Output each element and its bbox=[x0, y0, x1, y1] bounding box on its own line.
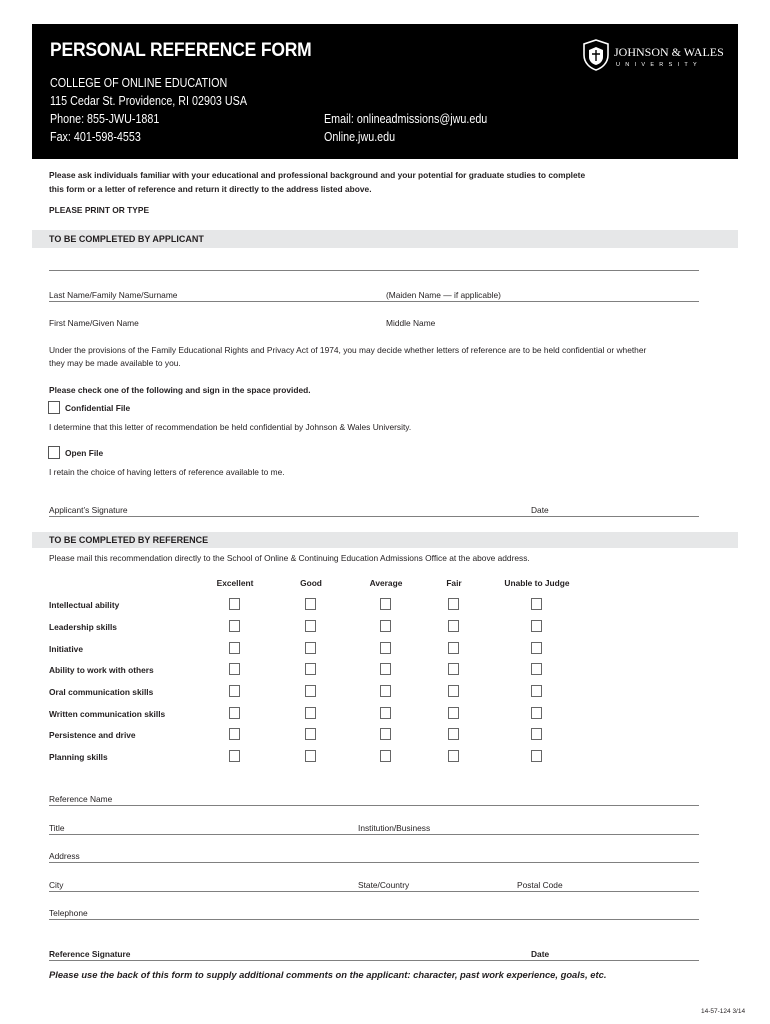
header-banner bbox=[32, 24, 738, 159]
first-name-entry-line[interactable] bbox=[49, 301, 699, 302]
rating-checkbox[interactable] bbox=[380, 685, 391, 697]
rating-checkbox[interactable] bbox=[380, 598, 391, 610]
applicant-signature-line[interactable] bbox=[49, 516, 699, 517]
title-line[interactable] bbox=[49, 834, 699, 835]
fax-line: Fax: 401-598-4553 bbox=[50, 130, 141, 144]
back-of-form-note: Please use the back of this form to supply additional comments on the applicant: character, past work experience, goals, etc. bbox=[49, 969, 607, 980]
shield-crest-icon bbox=[581, 38, 611, 72]
rating-checkbox[interactable] bbox=[229, 685, 240, 697]
rating-checkbox[interactable] bbox=[448, 620, 459, 632]
rating-checkbox[interactable] bbox=[305, 620, 316, 632]
rating-checkbox[interactable] bbox=[229, 707, 240, 719]
rating-checkbox[interactable] bbox=[448, 642, 459, 654]
rating-row-label: Ability to work with others bbox=[49, 665, 154, 675]
rating-row-label: Leadership skills bbox=[49, 622, 117, 632]
telephone-label: Telephone bbox=[49, 908, 88, 918]
address-label: Address bbox=[49, 851, 80, 861]
column-fair: Fair bbox=[446, 578, 462, 588]
rating-row-label: Persistence and drive bbox=[49, 730, 136, 740]
rating-checkbox[interactable] bbox=[448, 707, 459, 719]
rating-checkbox[interactable] bbox=[448, 685, 459, 697]
phone-line: Phone: 855-JWU-1881 bbox=[50, 112, 160, 126]
rating-checkbox[interactable] bbox=[531, 642, 542, 654]
rating-checkbox[interactable] bbox=[531, 598, 542, 610]
confidential-file-checkbox[interactable] bbox=[48, 401, 60, 414]
confidential-file-label: Confidential File bbox=[65, 403, 131, 413]
first-name-label: First Name/Given Name bbox=[49, 318, 139, 328]
university-logo bbox=[581, 38, 731, 74]
rating-row-label: Initiative bbox=[49, 644, 83, 654]
rating-checkbox[interactable] bbox=[448, 663, 459, 675]
confidential-file-text: I determine that this letter of recommendation be held confidential by Johnson & Wales University. bbox=[49, 422, 412, 432]
reference-section-header bbox=[32, 532, 738, 548]
rating-checkbox[interactable] bbox=[531, 620, 542, 632]
reference-name-label: Reference Name bbox=[49, 794, 113, 804]
website-line: Online.jwu.edu bbox=[324, 130, 396, 144]
email-line: Email: onlineadmissions@jwu.edu bbox=[324, 112, 488, 126]
rating-checkbox[interactable] bbox=[229, 598, 240, 610]
column-unable-to-judge: Unable to Judge bbox=[504, 578, 570, 588]
rating-checkbox[interactable] bbox=[305, 750, 316, 762]
rating-checkbox[interactable] bbox=[305, 642, 316, 654]
name-entry-line[interactable] bbox=[49, 270, 699, 271]
postal-code-label: Postal Code bbox=[517, 880, 563, 890]
ferpa-text-1: Under the provisions of the Family Educational Rights and Privacy Act of 1974, you may decide whether letters of reference are to be held confidential or whether bbox=[49, 345, 647, 355]
address-line-field[interactable] bbox=[49, 862, 699, 863]
open-file-label: Open File bbox=[65, 448, 104, 458]
rating-checkbox[interactable] bbox=[531, 685, 542, 697]
rating-checkbox[interactable] bbox=[229, 728, 240, 740]
mail-instruction: Please mail this recommendation directly to the School of Online & Continuing Education Admissions Office at the above address. bbox=[49, 553, 530, 563]
rating-checkbox[interactable] bbox=[380, 750, 391, 762]
address-line: 115 Cedar St. Providence, RI 02903 USA bbox=[50, 94, 248, 108]
rating-checkbox[interactable] bbox=[448, 598, 459, 610]
rating-checkbox[interactable] bbox=[229, 620, 240, 632]
state-country-label: State/Country bbox=[358, 880, 410, 890]
reference-name-line[interactable] bbox=[49, 805, 699, 806]
rating-checkbox[interactable] bbox=[380, 663, 391, 675]
rating-checkbox[interactable] bbox=[305, 663, 316, 675]
logo-wordmark: JOHNSON & WALES bbox=[614, 45, 724, 59]
rating-row-label: Oral communication skills bbox=[49, 687, 154, 697]
column-average: Average bbox=[369, 578, 403, 588]
column-good: Good bbox=[300, 578, 322, 588]
intro-line-1: Please ask individuals familiar with your educational and professional background and your potential for graduate studies to complete bbox=[49, 170, 586, 180]
rating-checkbox[interactable] bbox=[380, 642, 391, 654]
applicant-signature-label: Applicant’s Signature bbox=[49, 505, 128, 515]
print-instruction: PLEASE PRINT OR TYPE bbox=[49, 205, 150, 215]
open-file-text: I retain the choice of having letters of reference available to me. bbox=[49, 467, 285, 477]
rating-checkbox[interactable] bbox=[380, 728, 391, 740]
institution-label: Institution/Business bbox=[358, 823, 431, 833]
rating-checkbox[interactable] bbox=[380, 707, 391, 719]
rating-checkbox[interactable] bbox=[531, 750, 542, 762]
rating-row-label: Planning skills bbox=[49, 752, 108, 762]
telephone-line[interactable] bbox=[49, 919, 699, 920]
rating-row-label: Intellectual ability bbox=[49, 600, 120, 610]
rating-checkbox[interactable] bbox=[305, 598, 316, 610]
ferpa-text-2: they may be made available to you. bbox=[49, 358, 181, 368]
rating-checkbox[interactable] bbox=[229, 750, 240, 762]
applicant-section-title: TO BE COMPLETED BY APPLICANT bbox=[49, 234, 204, 244]
college-name: COLLEGE OF ONLINE EDUCATION bbox=[50, 76, 228, 90]
reference-signature-label: Reference Signature bbox=[49, 949, 131, 959]
rating-checkbox[interactable] bbox=[531, 663, 542, 675]
column-excellent: Excellent bbox=[216, 578, 254, 588]
form-title: PERSONAL REFERENCE FORM bbox=[50, 40, 312, 61]
last-name-label: Last Name/Family Name/Surname bbox=[49, 290, 178, 300]
rating-checkbox[interactable] bbox=[229, 642, 240, 654]
open-file-checkbox[interactable] bbox=[48, 446, 60, 459]
applicant-date-label: Date bbox=[531, 505, 549, 515]
rating-checkbox[interactable] bbox=[305, 685, 316, 697]
rating-row-label: Written communication skills bbox=[49, 709, 166, 719]
rating-checkbox[interactable] bbox=[305, 707, 316, 719]
rating-checkbox[interactable] bbox=[380, 620, 391, 632]
rating-checkbox[interactable] bbox=[229, 663, 240, 675]
check-instruction: Please check one of the following and sign in the space provided. bbox=[49, 385, 311, 395]
maiden-name-label: (Maiden Name — if applicable) bbox=[386, 290, 501, 300]
logo-subtext: UNIVERSITY bbox=[616, 62, 703, 68]
title-label: Title bbox=[49, 823, 65, 833]
applicant-section-header bbox=[32, 230, 738, 248]
city-line[interactable] bbox=[49, 891, 699, 892]
reference-section-title: TO BE COMPLETED BY REFERENCE bbox=[49, 535, 209, 545]
middle-name-label: Middle Name bbox=[386, 318, 436, 328]
form-code: 14-57-124 3/14 bbox=[701, 1008, 746, 1015]
rating-checkbox[interactable] bbox=[531, 707, 542, 719]
city-label: City bbox=[49, 880, 64, 890]
intro-line-2: this form or a letter of reference and return it directly to the address listed above. bbox=[49, 184, 372, 194]
reference-signature-line[interactable] bbox=[49, 960, 699, 961]
reference-date-label: Date bbox=[531, 949, 550, 959]
rating-checkbox[interactable] bbox=[448, 728, 459, 740]
rating-checkbox[interactable] bbox=[531, 728, 542, 740]
rating-checkbox[interactable] bbox=[305, 728, 316, 740]
rating-checkbox[interactable] bbox=[448, 750, 459, 762]
